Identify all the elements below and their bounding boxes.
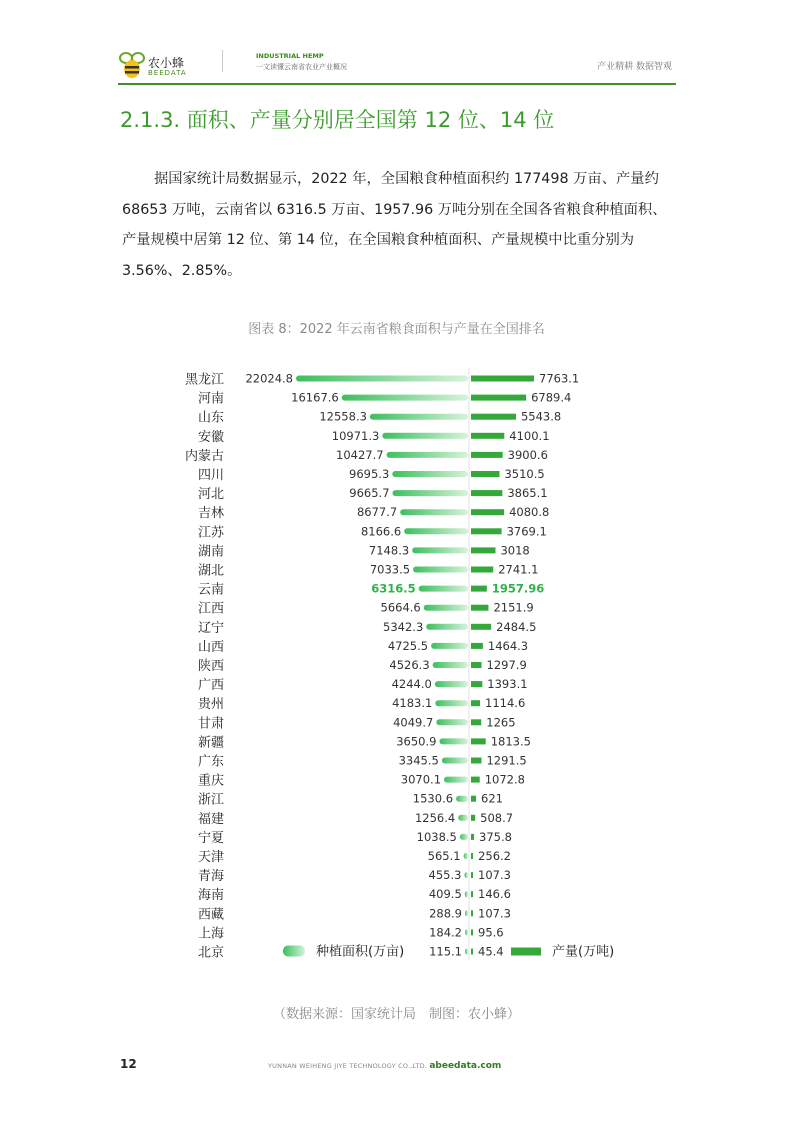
output-bar xyxy=(471,758,481,764)
area-value-label: 3650.9 xyxy=(396,734,437,749)
output-value-label: 1393.1 xyxy=(487,677,528,692)
area-value-label: 4049.7 xyxy=(393,715,434,730)
category-label: 山东 xyxy=(197,410,224,426)
area-bar xyxy=(419,586,468,592)
output-value-label: 1265 xyxy=(486,715,516,730)
area-bar xyxy=(426,624,468,630)
area-bar xyxy=(400,509,468,515)
area-bar xyxy=(412,547,468,553)
area-value-label: 8166.6 xyxy=(360,524,402,539)
area-value-label: 409.5 xyxy=(428,887,462,902)
output-value-label: 5543.8 xyxy=(520,409,562,424)
category-label: 浙江 xyxy=(197,792,224,808)
category-label: 甘肃 xyxy=(197,716,224,732)
output-bar xyxy=(471,605,488,611)
output-value-label: 375.8 xyxy=(479,829,512,844)
category-label: 内蒙古 xyxy=(184,448,224,464)
output-value-label: 6789.4 xyxy=(531,390,572,405)
output-bar xyxy=(471,681,482,687)
output-bar xyxy=(471,567,493,573)
area-value-label: 4183.1 xyxy=(392,696,433,711)
area-bar xyxy=(465,910,468,916)
section-title: 2.1.3. 面积、产量分别居全国第 12 位、14 位 xyxy=(120,108,555,132)
logo-subtext: BEEDATA xyxy=(148,69,187,77)
output-bar xyxy=(471,929,473,935)
output-bar xyxy=(471,414,516,420)
area-value-label: 10971.3 xyxy=(331,428,380,443)
area-value-label: 455.3 xyxy=(428,868,462,883)
butterfly-bar-chart xyxy=(0,360,793,980)
category-label: 上海 xyxy=(197,926,224,942)
area-value-label: 12558.3 xyxy=(319,409,367,424)
category-label: 江苏 xyxy=(197,525,224,541)
output-bar xyxy=(471,910,473,916)
output-value-label: 146.6 xyxy=(478,887,511,902)
output-bar xyxy=(471,891,473,897)
output-bar xyxy=(471,433,504,439)
area-bar xyxy=(296,376,468,382)
area-value-label: 9695.3 xyxy=(349,467,390,481)
output-value-label: 1297.9 xyxy=(486,658,527,672)
output-value-label: 45.4 xyxy=(478,944,504,959)
output-bar xyxy=(471,471,499,477)
output-bar xyxy=(471,719,481,725)
category-label: 云南 xyxy=(197,582,224,598)
category-label: 辽宁 xyxy=(197,620,224,636)
output-value-label: 2484.5 xyxy=(496,619,537,634)
category-label: 福建 xyxy=(197,811,224,827)
output-value-label: 107.3 xyxy=(478,868,511,883)
area-bar xyxy=(370,414,468,420)
output-bar xyxy=(471,490,502,496)
area-value-label: 16167.6 xyxy=(291,390,339,405)
area-value-label: 115.1 xyxy=(429,944,462,959)
area-bar xyxy=(392,471,468,477)
category-label: 北京 xyxy=(197,945,224,961)
output-bar xyxy=(471,738,486,744)
output-value-label: 1114.6 xyxy=(485,696,526,711)
output-value-label: 4100.1 xyxy=(509,428,550,443)
output-bar xyxy=(471,624,491,630)
output-value-label: 3769.1 xyxy=(506,524,547,539)
area-bar xyxy=(465,949,468,955)
output-value-label: 256.2 xyxy=(478,849,512,863)
page-header xyxy=(118,44,678,84)
area-value-label: 6316.5 xyxy=(371,581,416,596)
category-label: 重庆 xyxy=(197,773,224,789)
output-value-label: 508.7 xyxy=(480,810,514,825)
output-bar xyxy=(471,643,483,649)
category-label: 吉林 xyxy=(197,506,224,522)
area-value-label: 184.2 xyxy=(429,925,462,940)
area-bar xyxy=(465,891,468,897)
area-value-label: 1038.5 xyxy=(416,829,457,844)
output-bar xyxy=(471,395,526,401)
category-label: 广西 xyxy=(197,678,224,694)
area-value-label: 3345.5 xyxy=(398,753,439,768)
category-label: 青海 xyxy=(197,869,224,885)
output-bar xyxy=(471,547,495,553)
output-value-label: 95.6 xyxy=(478,925,504,940)
legend-output-swatch xyxy=(511,948,541,956)
output-bar xyxy=(471,949,473,955)
output-value-label: 3900.6 xyxy=(507,447,548,462)
output-value-label: 3018 xyxy=(500,543,530,558)
output-bar xyxy=(471,777,480,783)
output-bar xyxy=(471,872,473,878)
category-label: 湖北 xyxy=(197,563,224,579)
output-bar xyxy=(471,528,502,534)
area-bar xyxy=(460,834,468,840)
area-bar xyxy=(404,528,468,534)
output-bar xyxy=(471,815,475,821)
output-bar xyxy=(471,376,534,382)
area-value-label: 22024.8 xyxy=(245,371,293,386)
category-label: 宁夏 xyxy=(197,830,224,846)
output-value-label: 1072.8 xyxy=(484,772,525,787)
output-bar xyxy=(471,662,482,668)
area-bar xyxy=(431,643,468,649)
output-value-label: 1813.5 xyxy=(490,734,531,749)
header-rule xyxy=(118,83,676,85)
area-bar xyxy=(433,662,468,668)
output-bar xyxy=(471,509,504,515)
area-value-label: 5664.6 xyxy=(380,600,421,615)
output-value-label: 2151.9 xyxy=(493,600,534,615)
output-value-label: 4080.8 xyxy=(509,505,550,520)
area-value-label: 9665.7 xyxy=(349,486,390,501)
category-label: 安徽 xyxy=(197,429,224,445)
area-value-label: 1256.4 xyxy=(414,810,456,825)
area-bar xyxy=(444,777,468,783)
area-value-label: 565.1 xyxy=(427,849,461,863)
area-value-label: 5342.3 xyxy=(383,619,424,634)
output-bar xyxy=(471,452,503,458)
area-bar xyxy=(458,815,468,821)
output-bar xyxy=(471,834,474,840)
output-value-label: 7763.1 xyxy=(539,371,580,386)
area-bar xyxy=(456,796,468,802)
area-bar xyxy=(393,490,468,496)
figure-caption: 图表 8：2022 年云南省粮食面积与产量在全国排名 xyxy=(248,322,545,337)
category-label: 天津 xyxy=(197,850,224,865)
legend-output-label: 产量(万吨) xyxy=(552,944,615,960)
header-brand: INDUSTRIAL HEMP xyxy=(256,52,324,60)
category-label: 海南 xyxy=(197,888,224,904)
area-value-label: 4725.5 xyxy=(387,638,429,653)
area-bar xyxy=(436,719,468,725)
output-value-label: 2741.1 xyxy=(498,562,539,577)
area-bar xyxy=(424,605,468,611)
category-label: 西藏 xyxy=(197,907,224,923)
area-bar xyxy=(464,872,468,878)
area-bar xyxy=(439,738,468,744)
area-bar xyxy=(342,395,468,401)
category-label: 河北 xyxy=(197,487,224,503)
area-bar xyxy=(382,433,468,439)
area-value-label: 7033.5 xyxy=(369,562,411,577)
category-label: 广东 xyxy=(197,754,224,770)
output-value-label: 621 xyxy=(481,791,503,806)
category-label: 湖南 xyxy=(197,544,224,560)
area-value-label: 3070.1 xyxy=(400,772,442,787)
footer-company xyxy=(268,1061,501,1071)
category-label: 江西 xyxy=(197,601,224,617)
area-bar xyxy=(464,853,468,859)
output-bar xyxy=(471,586,487,592)
output-value-label: 1957.96 xyxy=(491,581,545,596)
output-value-label: 1291.5 xyxy=(486,753,527,768)
output-bar xyxy=(471,700,480,706)
header-tagline: 产业精耕 数据智观 xyxy=(597,62,672,72)
footer-company-name: YUNNAN WEIHENG JIYE TECHNOLOGY CO.,LTD. xyxy=(268,1062,428,1070)
area-value-label: 7148.3 xyxy=(368,543,410,558)
output-value-label: 1464.3 xyxy=(487,638,529,653)
category-label: 山西 xyxy=(197,639,224,655)
area-bar xyxy=(435,700,468,706)
footer-site: abeedata.com xyxy=(429,1061,502,1071)
area-value-label: 1530.6 xyxy=(412,791,454,806)
area-value-label: 10427.7 xyxy=(336,447,384,462)
logo-text: 农小蜂 xyxy=(148,56,185,70)
header-subtitle: 一文读懂云南省农业产业概况 xyxy=(256,63,347,71)
output-bar xyxy=(471,853,473,859)
area-bar xyxy=(465,929,468,935)
area-bar xyxy=(387,452,468,458)
output-value-label: 107.3 xyxy=(478,906,511,921)
body-paragraph: 据国家统计局数据显示，2022 年，全国粮食种植面积约 177498 万亩、产量约 68653 万吨，云南省以 6316.5 万亩、1957.96 万吨分别在全国各省粮食种植面积、产量规模中居第 12 位、第 14 位，在全国粮食种植面积、产量规模中比重分别为 3.56%、2.85%。 xyxy=(122,171,667,279)
category-label: 陕西 xyxy=(197,659,224,674)
area-value-label: 4526.3 xyxy=(389,658,430,672)
area-bar xyxy=(435,681,468,687)
output-value-label: 3865.1 xyxy=(507,486,548,501)
logo xyxy=(118,48,228,82)
area-bar xyxy=(442,758,468,764)
legend-area-swatch xyxy=(283,946,305,957)
output-bar xyxy=(471,796,476,802)
output-value-label: 3510.5 xyxy=(504,467,545,481)
category-label: 黑龙江 xyxy=(184,372,224,388)
bee-logo-icon xyxy=(118,50,146,80)
legend-area-label: 种植面积(万亩) xyxy=(316,944,405,960)
page-number: 12 xyxy=(120,1057,137,1071)
category-label: 四川 xyxy=(197,468,224,483)
category-label: 贵州 xyxy=(197,697,224,713)
area-value-label: 288.9 xyxy=(429,906,462,921)
area-value-label: 4244.0 xyxy=(391,677,432,692)
figure-source: （数据来源：国家统计局 制图：农小蜂） xyxy=(272,1007,520,1022)
area-value-label: 8677.7 xyxy=(356,505,398,520)
category-label: 新疆 xyxy=(197,735,224,751)
category-label: 河南 xyxy=(197,391,224,407)
area-bar xyxy=(413,567,468,573)
header-divider xyxy=(222,50,223,72)
